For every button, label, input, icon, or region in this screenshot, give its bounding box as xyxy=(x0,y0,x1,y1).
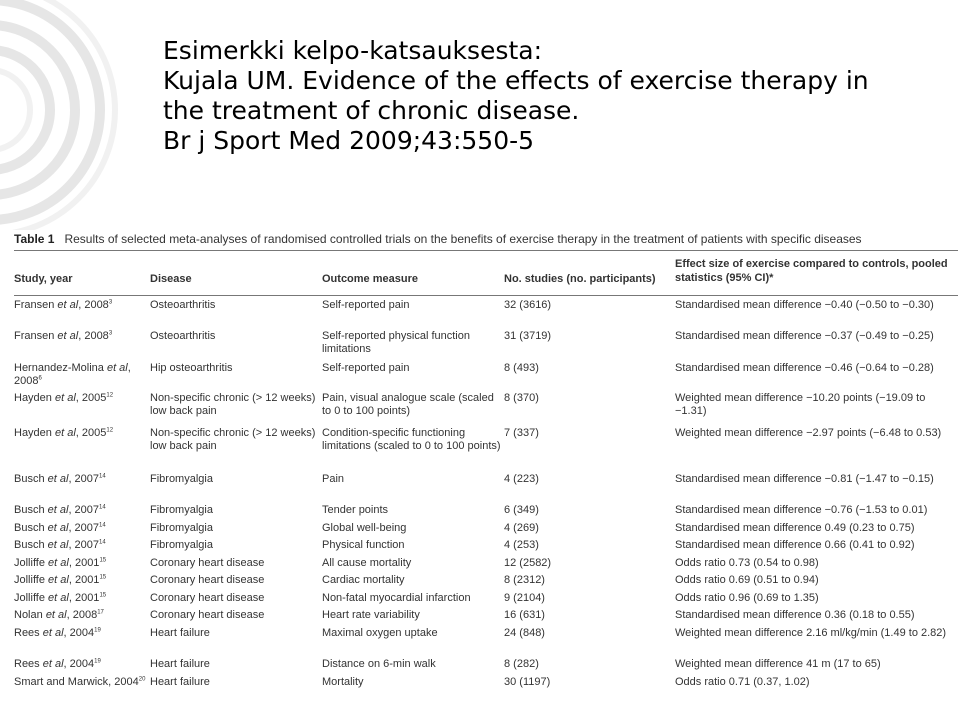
column-header-disease: Disease xyxy=(150,273,192,285)
cell-study xyxy=(14,557,146,570)
table-caption-text: Results of selected meta-analyses of randomised controlled trials on the benefits of exercise therapy in the treatment of patients with specific diseases xyxy=(64,232,862,246)
cell-disease: Fibromyalgia xyxy=(150,539,213,551)
study-et-al: et al xyxy=(106,362,128,374)
study-et-al: et al xyxy=(47,473,69,485)
cell-outcome: All cause mortality xyxy=(322,557,412,569)
study-year: , 2007 xyxy=(68,539,100,551)
cell-outcome: Non-fatal myocardial infarction xyxy=(322,592,471,604)
table-row xyxy=(14,359,958,389)
study-author: Jolliffe xyxy=(14,574,45,586)
study-author: Jolliffe xyxy=(14,557,45,569)
table-body xyxy=(14,296,958,699)
study-author: Hayden xyxy=(14,427,52,439)
study-et-al: et al xyxy=(45,609,67,621)
cell-studies: 32 (3616) xyxy=(504,299,552,311)
cell-effect: Odds ratio 0.96 (0.69 to 1.35) xyxy=(675,592,819,604)
cell-effect: Weighted mean difference 2.16 ml/kg/min (1.49 to 2.82) xyxy=(675,627,947,639)
heading-line-3: the treatment of chronic disease. xyxy=(163,96,580,125)
cell-study xyxy=(14,330,146,343)
cell-studies: 8 (493) xyxy=(504,362,539,374)
study-year: , 2001 xyxy=(68,592,100,604)
cell-effect: Standardised mean difference 0.49 (0.23 to 0.75) xyxy=(675,522,915,534)
cell-disease: Coronary heart disease xyxy=(150,557,265,569)
cell-disease: Coronary heart disease xyxy=(150,592,265,604)
cell-studies: 24 (848) xyxy=(504,627,545,639)
cell-effect: Standardised mean difference −0.81 (−1.47 to −0.15) xyxy=(675,473,934,485)
study-year: 2004 xyxy=(111,676,139,688)
study-author: Busch xyxy=(14,539,45,551)
table-caption xyxy=(14,232,958,246)
study-et-al: et al xyxy=(48,574,69,586)
study-author: Busch xyxy=(14,522,45,534)
table-row xyxy=(14,655,958,673)
study-year: , 2008 xyxy=(14,362,131,387)
study-reference: 19 xyxy=(94,658,101,665)
study-et-al: et al xyxy=(48,592,69,604)
cell-study xyxy=(14,362,146,388)
study-year: , 2001 xyxy=(68,557,100,569)
column-header-outcome: Outcome measure xyxy=(322,273,418,285)
cell-outcome: Distance on 6-min walk xyxy=(322,658,436,670)
cell-studies: 6 (349) xyxy=(504,504,539,516)
cell-outcome: Self-reported physical function limitations xyxy=(322,330,470,355)
cell-studies: 31 (3719) xyxy=(504,330,552,342)
cell-outcome: Self-reported pain xyxy=(322,362,410,374)
table-row xyxy=(14,327,958,359)
study-reference: 14 xyxy=(99,522,106,529)
study-year: , 2008 xyxy=(78,299,109,311)
cell-study xyxy=(14,627,146,640)
study-author: Smart and Marwick, xyxy=(14,676,112,688)
table-row xyxy=(14,519,958,536)
table-row xyxy=(14,296,958,327)
study-author: Busch xyxy=(14,473,45,485)
study-et-al: et al xyxy=(42,627,64,639)
table-row xyxy=(14,673,958,699)
slide-heading xyxy=(163,36,953,156)
cell-studies: 4 (253) xyxy=(504,539,539,551)
study-author: Jolliffe xyxy=(14,592,45,604)
table-row xyxy=(14,589,958,606)
cell-outcome: Heart rate variability xyxy=(322,609,420,621)
cell-outcome: Global well-being xyxy=(322,522,407,534)
cell-outcome: Mortality xyxy=(322,676,364,688)
cell-outcome: Condition-specific functioning limitations (scaled to 0 to 100 points) xyxy=(322,427,501,452)
cell-outcome: Self-reported pain xyxy=(322,299,410,311)
cell-study xyxy=(14,522,146,535)
cell-outcome: Pain, visual analogue scale (scaled to 0 to 100 points) xyxy=(322,392,494,417)
study-reference: 14 xyxy=(99,473,106,480)
study-year: , 2001 xyxy=(68,574,100,586)
study-reference: 14 xyxy=(99,504,106,511)
study-reference: 15 xyxy=(99,557,107,564)
study-author: Hernandez-Molina xyxy=(14,362,104,374)
cell-effect: Weighted mean difference −2.97 points (−6.48 to 0.53) xyxy=(675,427,942,439)
table-row xyxy=(14,554,958,571)
study-et-al: et al xyxy=(48,557,69,569)
cell-disease: Coronary heart disease xyxy=(150,609,265,621)
study-year: , 2005 xyxy=(75,427,107,439)
study-reference: 12 xyxy=(106,427,114,434)
study-et-al: et al xyxy=(47,504,69,516)
cell-effect: Standardised mean difference −0.37 (−0.49 to −0.25) xyxy=(675,330,934,342)
study-year: , 2004 xyxy=(63,627,95,639)
cell-outcome: Cardiac mortality xyxy=(322,574,405,586)
cell-disease: Heart failure xyxy=(150,676,210,688)
table-row xyxy=(14,424,958,470)
table-row xyxy=(14,624,958,655)
cell-effect: Standardised mean difference −0.40 (−0.50 to −0.30) xyxy=(675,299,934,311)
column-header-study: Study, year xyxy=(14,273,73,285)
study-reference: 12 xyxy=(106,392,114,399)
study-year: , 2007 xyxy=(68,504,100,516)
cell-outcome: Maximal oxygen uptake xyxy=(322,627,438,639)
cell-effect: Weighted mean difference −10.20 points (−19.09 to −1.31) xyxy=(675,392,926,417)
cell-disease: Osteoarthritis xyxy=(150,299,216,311)
cell-studies: 30 (1197) xyxy=(504,676,551,688)
study-reference: 6 xyxy=(38,375,42,382)
study-reference: 19 xyxy=(94,627,101,634)
cell-effect: Standardised mean difference −0.46 (−0.64 to −0.28) xyxy=(675,362,934,374)
study-year: , 2008 xyxy=(78,330,109,342)
study-et-al: et al xyxy=(57,330,79,342)
results-table xyxy=(14,232,958,726)
cell-disease: Hip osteoarthritis xyxy=(150,362,233,374)
study-author: Fransen xyxy=(14,299,55,311)
study-reference: 17 xyxy=(97,609,104,616)
cell-disease: Fibromyalgia xyxy=(150,504,213,516)
cell-effect: Standardised mean difference 0.66 (0.41 to 0.92) xyxy=(675,539,915,551)
cell-study xyxy=(14,427,146,440)
study-author: Rees xyxy=(14,627,40,639)
study-author: Rees xyxy=(14,658,40,670)
cell-studies: 16 (631) xyxy=(504,609,545,621)
column-header-studies: No. studies (no. participants) xyxy=(504,273,656,285)
cell-disease: Osteoarthritis xyxy=(150,330,216,342)
table-label: Table 1 xyxy=(14,232,55,246)
cell-study xyxy=(14,676,146,689)
cell-effect: Standardised mean difference 0.36 (0.18 to 0.55) xyxy=(675,609,915,621)
cell-effect: Odds ratio 0.71 (0.37, 1.02) xyxy=(675,676,810,688)
study-et-al: et al xyxy=(54,427,76,439)
study-author: Fransen xyxy=(14,330,55,342)
cell-studies: 8 (370) xyxy=(504,392,539,404)
cell-studies: 9 (2104) xyxy=(504,592,545,604)
study-author: Hayden xyxy=(14,392,52,404)
cell-disease: Fibromyalgia xyxy=(150,473,213,485)
cell-studies: 8 (2312) xyxy=(504,574,545,586)
cell-disease: Heart failure xyxy=(150,627,210,639)
cell-studies: 12 (2582) xyxy=(504,557,552,569)
decorative-swirl xyxy=(0,0,120,230)
heading-line-4: Br j Sport Med 2009;43:550-5 xyxy=(163,126,535,155)
heading-line-2: Kujala UM. Evidence of the effects of exercise therapy in xyxy=(163,66,869,95)
cell-study xyxy=(14,658,146,671)
study-year: , 2007 xyxy=(68,522,100,534)
cell-studies: 4 (269) xyxy=(504,522,539,534)
heading-line-1: Esimerkki kelpo-katsauksesta: xyxy=(163,36,542,65)
table-row xyxy=(14,470,958,501)
study-et-al: et al xyxy=(47,522,69,534)
cell-disease: Fibromyalgia xyxy=(150,522,213,534)
study-reference: 20 xyxy=(138,676,146,683)
table-row xyxy=(14,606,958,624)
study-year: , 2008 xyxy=(66,609,98,621)
table-header xyxy=(14,251,958,295)
study-author: Busch xyxy=(14,504,45,516)
study-year: , 2005 xyxy=(75,392,107,404)
study-year: , 2007 xyxy=(68,473,100,485)
table-row xyxy=(14,389,958,424)
study-et-al: et al xyxy=(54,392,76,404)
cell-study xyxy=(14,392,146,405)
study-reference: 15 xyxy=(99,574,107,581)
cell-disease: Coronary heart disease xyxy=(150,574,265,586)
table-row xyxy=(14,571,958,589)
study-reference: 15 xyxy=(99,592,107,599)
cell-study xyxy=(14,592,146,605)
cell-disease: Non-specific chronic (> 12 weeks) low back pain xyxy=(150,427,316,452)
study-year: , 2004 xyxy=(63,658,95,670)
study-et-al: et al xyxy=(42,658,64,670)
cell-effect: Standardised mean difference −0.76 (−1.53 to 0.01) xyxy=(675,504,928,516)
cell-disease: Non-specific chronic (> 12 weeks) low back pain xyxy=(150,392,316,417)
table-row xyxy=(14,536,958,554)
cell-outcome: Pain xyxy=(322,473,345,485)
cell-disease: Heart failure xyxy=(150,658,210,670)
cell-study xyxy=(14,504,146,517)
cell-study xyxy=(14,574,146,587)
cell-effect: Weighted mean difference 41 m (17 to 65) xyxy=(675,658,881,670)
study-et-al: et al xyxy=(47,539,69,551)
cell-studies: 8 (282) xyxy=(504,658,539,670)
cell-study xyxy=(14,473,146,486)
column-header-effect: Effect size of exercise compared to controls, pooled statistics (95% CI)* xyxy=(675,258,948,284)
cell-study xyxy=(14,539,146,552)
cell-study xyxy=(14,609,146,622)
cell-effect: Odds ratio 0.69 (0.51 to 0.94) xyxy=(675,574,819,586)
cell-outcome: Physical function xyxy=(322,539,405,551)
study-author: Nolan xyxy=(14,609,43,621)
study-reference: 3 xyxy=(108,330,113,337)
study-reference: 3 xyxy=(108,299,113,306)
cell-studies: 4 (223) xyxy=(504,473,539,485)
study-et-al: et al xyxy=(57,299,79,311)
cell-studies: 7 (337) xyxy=(504,427,539,439)
cell-study xyxy=(14,299,146,312)
table-row xyxy=(14,501,958,519)
cell-effect: Odds ratio 0.73 (0.54 to 0.98) xyxy=(675,557,819,569)
cell-outcome: Tender points xyxy=(322,504,389,516)
study-reference: 14 xyxy=(99,539,106,546)
